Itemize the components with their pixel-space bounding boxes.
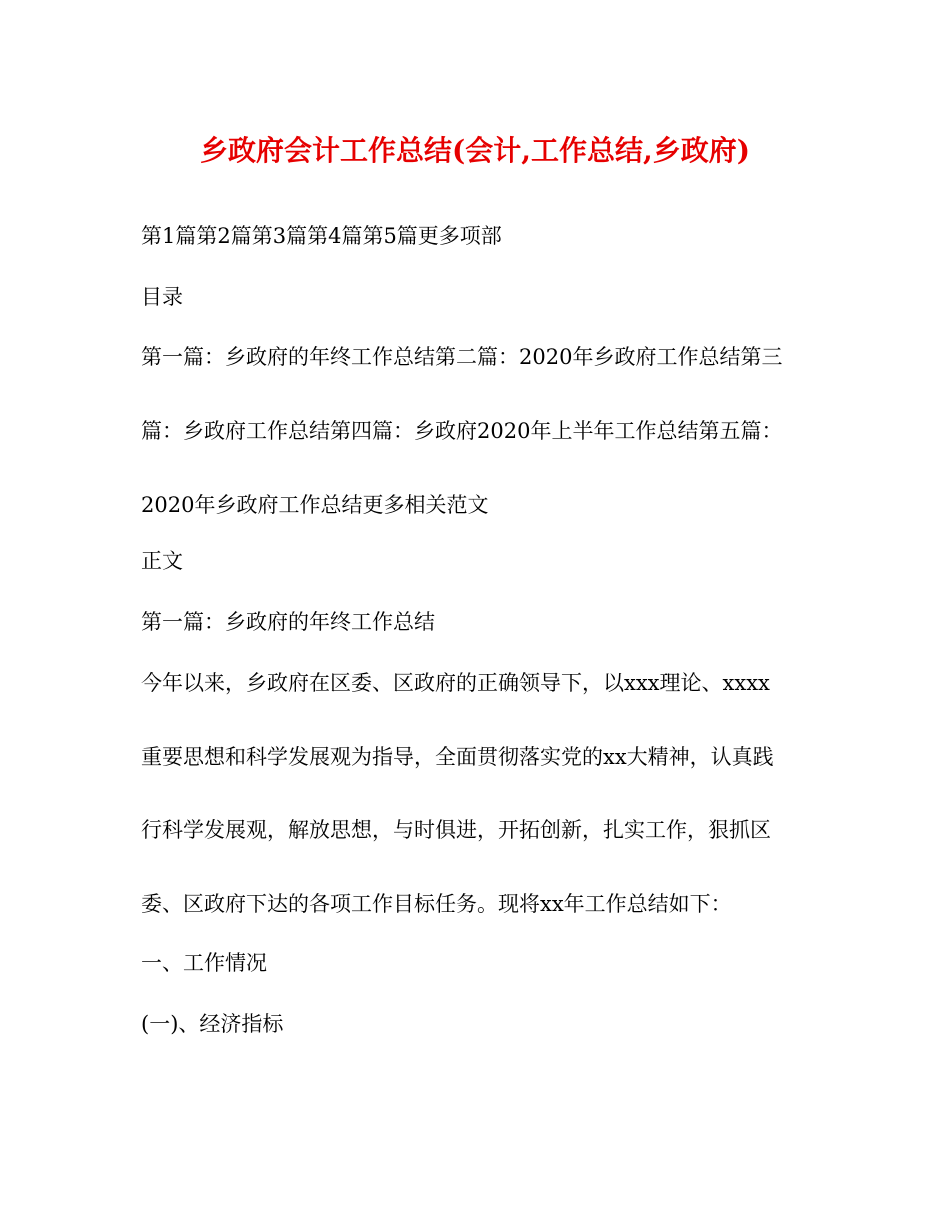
body-paragraph-line-1: 今年以来，乡政府在区委、区政府的正确领导下，以xxx理论、xxxx [141,671,770,695]
toc-line-3: 2020年乡政府工作总结更多相关范文 [141,493,489,517]
toc-heading: 目录 [141,285,183,309]
article-nav-links: 第1篇第2篇第3篇第4篇第5篇更多项部 [141,224,502,248]
toc-line-2: 篇：乡政府工作总结第四篇：乡政府2020年上半年工作总结第五篇： [141,419,783,443]
sub-subsection-heading: (一)、经济指标 [141,1012,284,1036]
body-paragraph-line-4: 委、区政府下达的各项工作目标任务。现将xx年工作总结如下： [141,892,732,916]
document-title: 乡政府会计工作总结(会计,工作总结,乡政府) [200,134,750,167]
section-heading: 第一篇：乡政府的年终工作总结 [141,610,435,634]
body-paragraph-line-3: 行科学发展观，解放思想，与时俱进，开拓创新，扎实工作，狠抓区 [141,818,771,842]
body-paragraph-line-2: 重要思想和科学发展观为指导，全面贯彻落实党的xx大精神，认真践 [141,745,774,769]
subsection-heading: 一、工作情况 [141,951,267,975]
body-heading: 正文 [141,549,183,573]
toc-line-1: 第一篇：乡政府的年终工作总结第二篇：2020年乡政府工作总结第三 [141,345,783,369]
